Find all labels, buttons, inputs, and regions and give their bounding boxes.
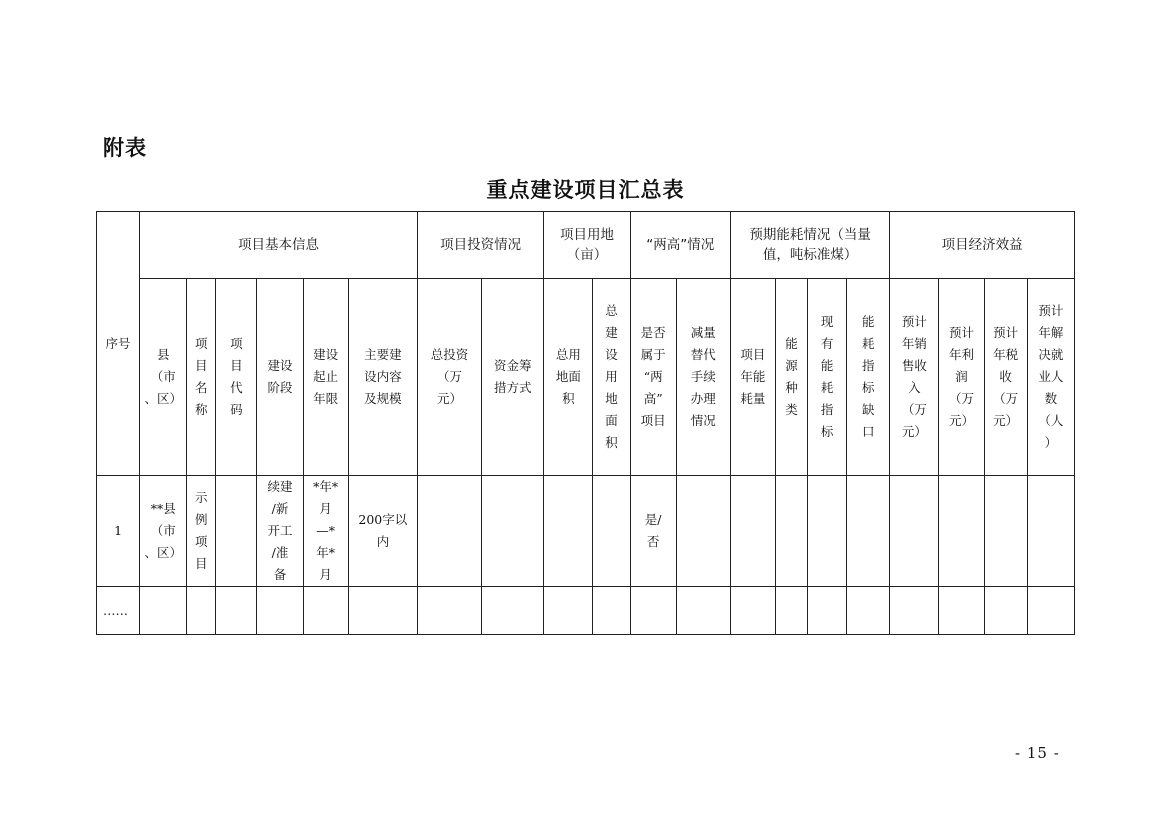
example-project-name-cell: 示 例 项 目 [187,476,216,587]
col-employment: 预计 年解 决就 业人 数 （人 ） [1027,279,1074,476]
example-build-stage-cell: 续建 /新 开工 /准 备 [257,476,303,587]
table-cell [730,476,775,587]
col-main-content: 主要建 设内容 及规模 [348,279,417,476]
table-cell [984,587,1027,635]
col-total-build-land: 总 建 设 用 地 面 积 [593,279,630,476]
col-tax: 预计 年税 收 （万 元） [984,279,1027,476]
row-seq-cell: 1 [97,476,140,587]
table-cell [140,587,187,635]
table-cell [890,476,939,587]
table-cell [1027,476,1074,587]
table-cell [593,476,630,587]
col-build-period: 建设 起止 年限 [303,279,348,476]
table-cell [939,476,984,587]
table-cell [676,587,730,635]
table-cell [775,587,807,635]
table-cell [417,476,481,587]
col-county: 县 （市 、区） [140,279,187,476]
table-cell [1027,587,1074,635]
table-cell [775,476,807,587]
col-funding-method: 资金筹 措方式 [482,279,544,476]
summary-table [96,211,1075,635]
table-cell [216,587,257,635]
example-county-cell: **县 （市 、区） [140,476,187,587]
appendix-label: 附表 [103,136,147,160]
group-investment: 项目投资情况 [417,212,543,279]
table-cell [482,476,544,587]
table-cell [808,587,847,635]
table-cell [482,587,544,635]
col-sales-revenue: 预计 年销 售收 入 （万 元） [890,279,939,476]
table-cell [544,587,593,635]
group-economic: 项目经济效益 [890,212,1075,279]
group-basic-info: 项目基本信息 [140,212,418,279]
example-build-period-cell: *年* 月 —* 年* 月 [303,476,348,587]
group-land: 项目用地 （亩） [544,212,630,279]
col-total-land: 总用 地面 积 [544,279,593,476]
table-cell [544,476,593,587]
col-energy-type: 能 源 种 类 [775,279,807,476]
group-header-row [97,212,1075,279]
example-main-content-cell: 200字以 内 [348,476,417,587]
table-cell [348,587,417,635]
col-project-name: 项 目 名 称 [187,279,216,476]
table-cell [847,587,890,635]
group-energy: 预期能耗情况（当量 值，吨标准煤） [730,212,889,279]
table-cell [303,587,348,635]
table-cell [216,476,257,587]
table-cell [417,587,481,635]
table-cell [676,476,730,587]
col-quota-gap: 能 耗 指 标 缺 口 [847,279,890,476]
column-header-row [97,279,1075,476]
col-reduction-procedure: 减量 替代 手续 办理 情况 [676,279,730,476]
table-cell [939,587,984,635]
col-total-investment: 总投资 （万 元） [417,279,481,476]
col-profit: 预计 年利 润 （万 元） [939,279,984,476]
table-cell [257,587,303,635]
table-cell [730,587,775,635]
table-cell [808,476,847,587]
col-existing-quota: 现 有 能 耗 指 标 [808,279,847,476]
table-row [97,587,1075,635]
group-two-high: “两高”情况 [630,212,730,279]
example-two-high-cell: 是/ 否 [630,476,676,587]
seq-header-cell: 序号 [97,212,140,476]
col-is-two-high: 是否 属于 “两 高” 项目 [630,279,676,476]
table-cell [984,476,1027,587]
table-cell [187,587,216,635]
col-build-stage: 建设 阶段 [257,279,303,476]
ellipsis-cell: …… [97,587,140,635]
table-cell [890,587,939,635]
table-cell [593,587,630,635]
table-cell [630,587,676,635]
col-annual-energy: 项目 年能 耗量 [730,279,775,476]
col-project-code: 项 目 代 码 [216,279,257,476]
table-row [97,476,1075,587]
table-title: 重点建设项目汇总表 [486,178,685,202]
page-number: - 15 - [1015,744,1060,762]
table-cell [847,476,890,587]
